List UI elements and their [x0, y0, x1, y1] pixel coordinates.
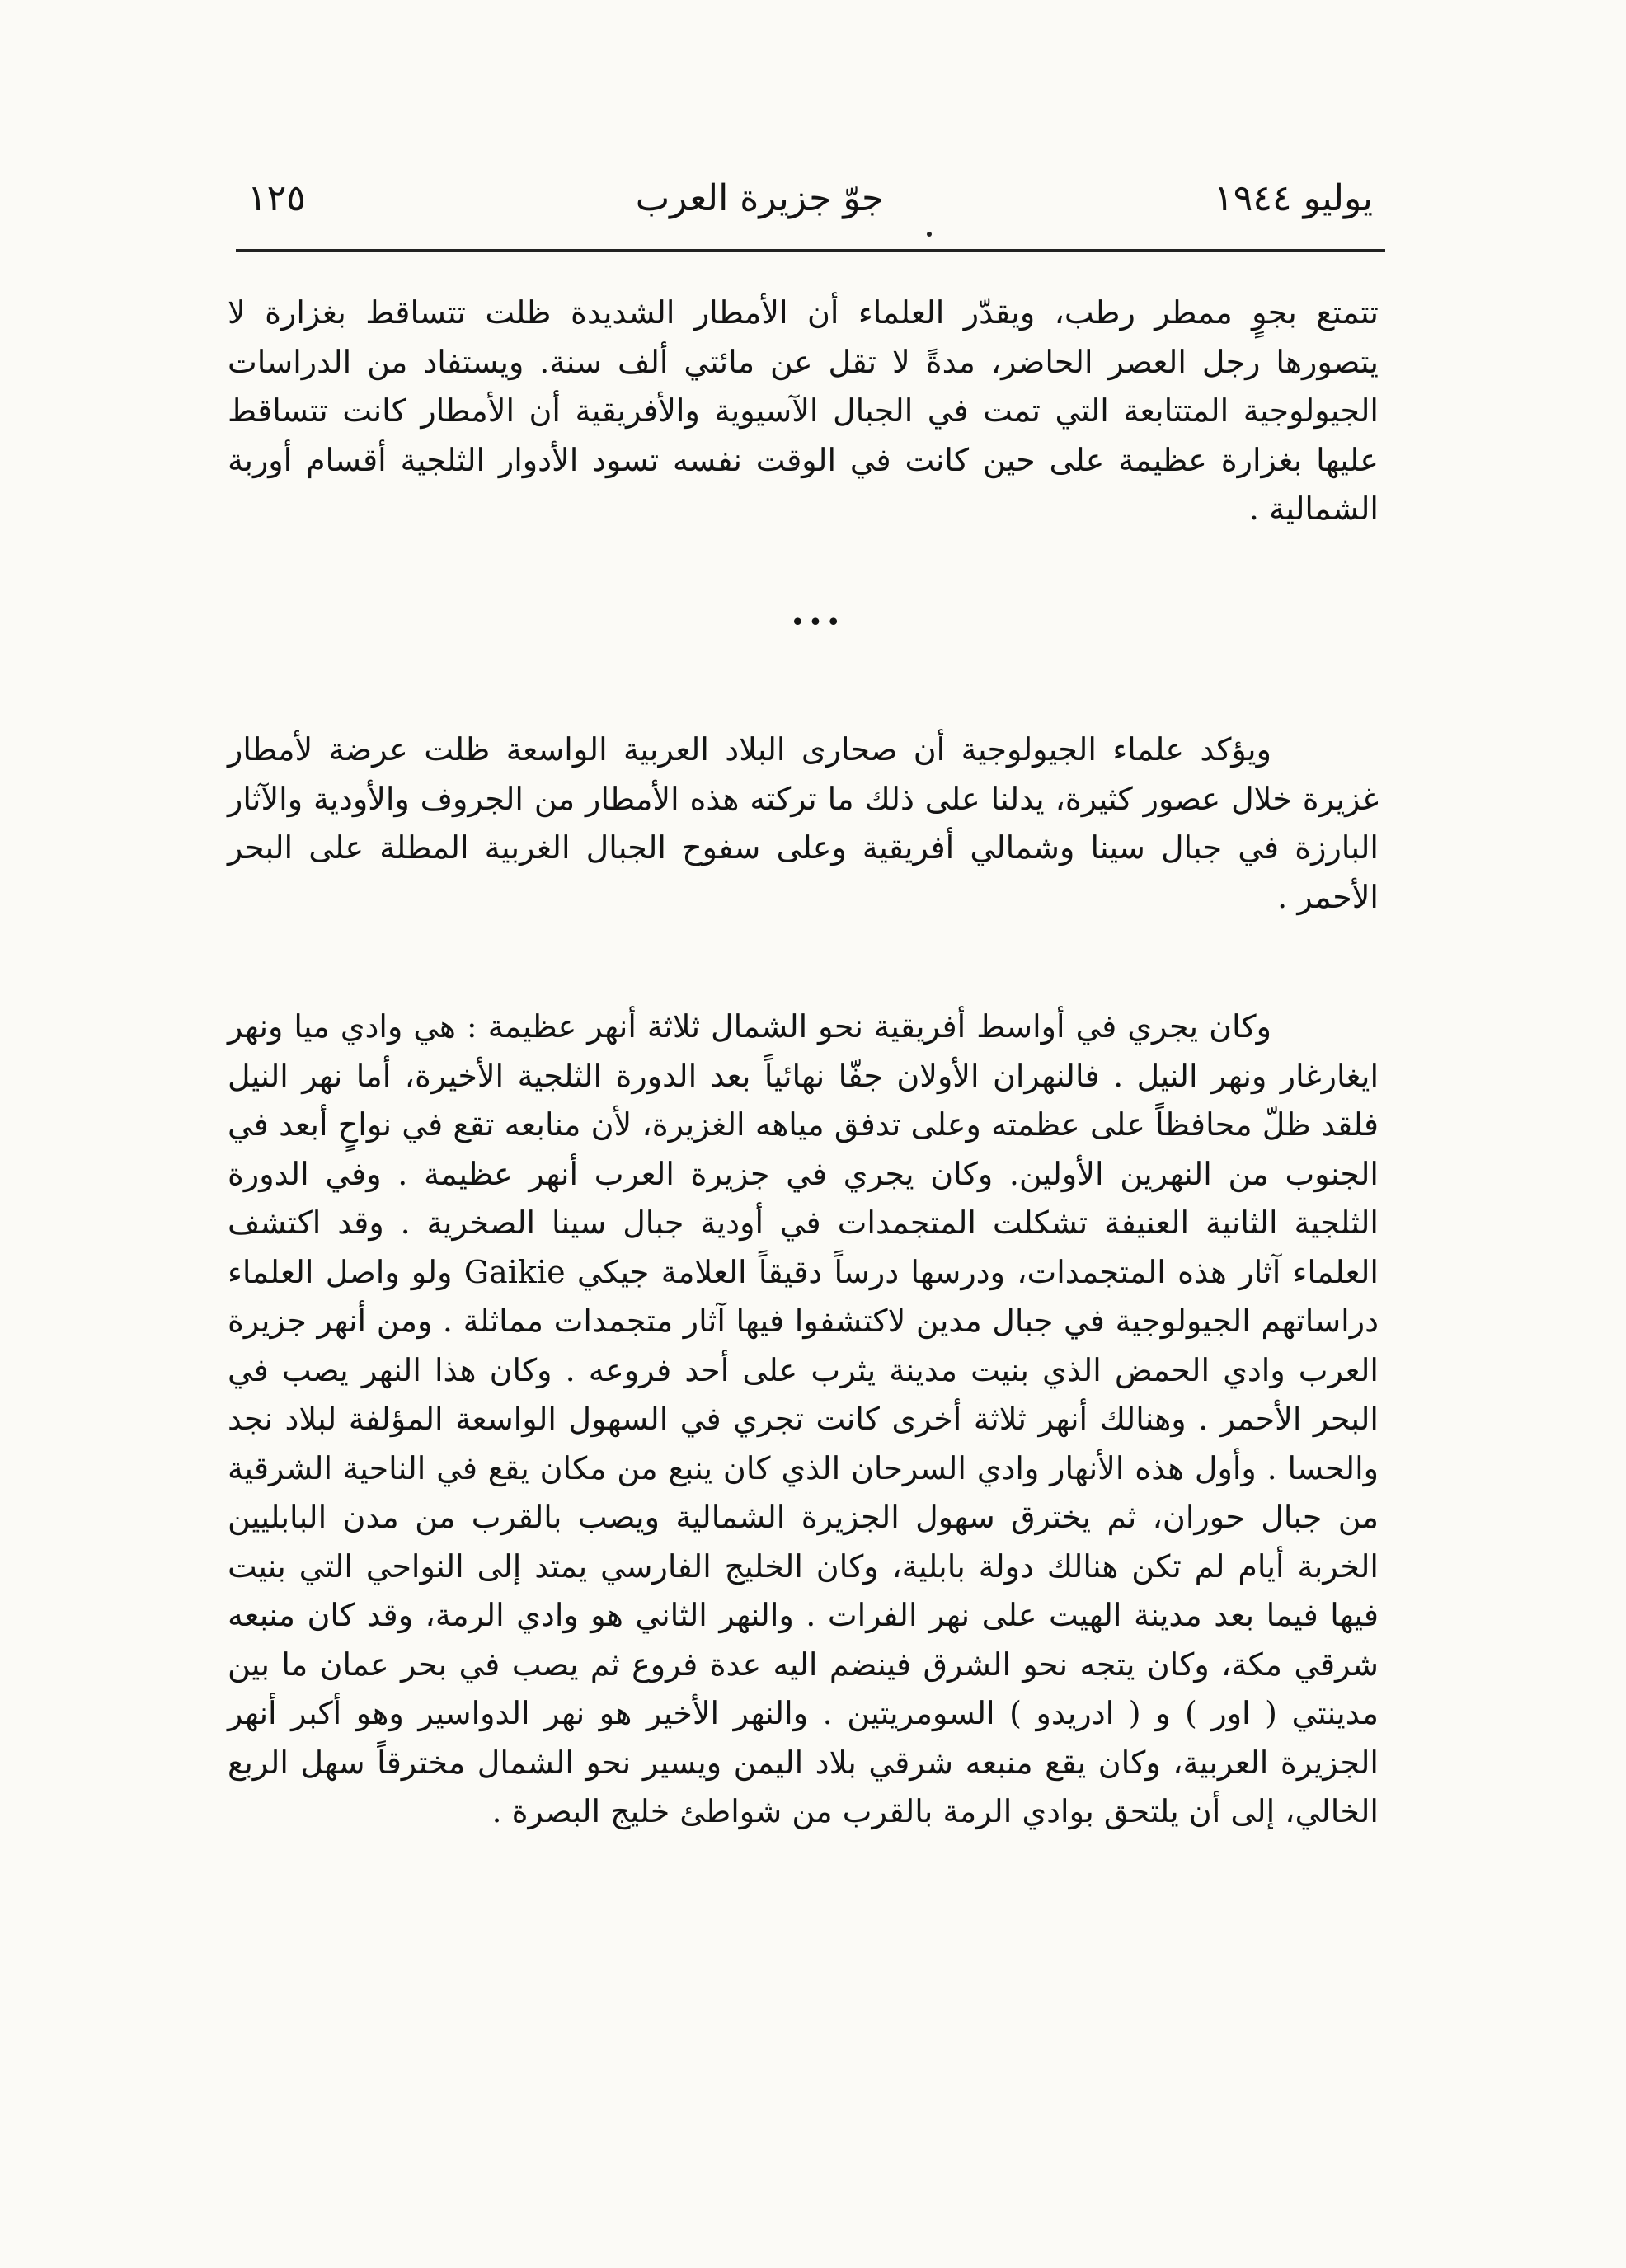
- paragraph-1: تتمتع بجوٍ ممطر رطب، ويقدّر العلماء أن الأمطار الشديدة ظلت تتساقط بغزارة لا يتصورها رجل العصر الحاضر، مدةً لا تقل عن مائتي ألف سنة. ويستفاد من الدراسات الجيولوجية المتتابعة التي تمت في الجبال الآسيوية والأفريقية أن الأمطار كانت تتساقط عليها بغزارة عظيمة على حين كانت في الوقت نفسه تسود الأدوار الثلجية أقسام أوربة الشمالية .: [228, 294, 1379, 527]
- header-title: جوّ جزيرة العرب: [635, 176, 885, 219]
- paragraph-3: وكان يجري في أواسط أفريقية نحو الشمال ثلاثة أنهر عظيمة : هي وادي ميا ونهر ايغارغار ونهر النيل . فالنهران الأولان جفّا نهائياً بعد الدورة الثلجية الأخيرة، أما نهر النيل فلقد ظلّ محافظاً على عظمته وعلى تدفق مياهه الغزيرة، لأن منابعه تقع في نواحٍ أبعد في الجنوب من النهرين الأولين. وكان يجري في جزيرة العرب أنهر عظيمة . وفي الدورة الثلجية الثانية العنيفة تشكلت المتجمدات في أودية جبال سينا الصخرية . وقد اكتشف العلماء آثار هذه المتجمدات، ودرسها درساً دقيقاً العلامة جيكي Gaikie ولو واصل العلماء دراساتهم الجيولوجية في جبال مدين لاكتشفوا فيها آثار متجمدات مماثلة . ومن أنهر جزيرة العرب وادي الحمض الذي بنيت مدينة يثرب على أحد فروعه . وكان هذا النهر يصب في البحر الأحمر . وهنالك أنهر ثلاثة أخرى كانت تجري في السهول الواسعة المؤلفة لبلاد نجد والحسا . وأول هذه الأنهار وادي السرحان الذي كان ينبع من مكان يقع في الناحية الشرقية من جبال حوران، ثم يخترق سهول الجزيرة الشمالية ويصب بالقرب من مدن البابليين الخربة أيام لم تكن هنالك دولة بابلية، وكان الخليج الفارسي يمتد إلى النواحي التي بنيت فيها فيما بعد مدينة الهيت على نهر الفرات . والنهر الثاني هو وادي الرمة، وقد كان منبعه شرقي مكة، وكان يتجه نحو الشرق فينضم اليه عدة فروع ثم يصب في بحر عمان ما بين مدينتي ( اور ) و ( ادريدو ) السومريتين . والنهر الأخير هو نهر الدواسير وهو أكبر أنهر الجزيرة العربية، وكان يقع منبعه شرقي بلاد اليمن ويسير نحو الشمال مخترقاً سهل الربع الخالي، إلى أن يلتحق بوادي الرمة بالقرب من شواطئ خليج البصرة .: [228, 1008, 1379, 1829]
- running-header: [247, 169, 1373, 227]
- rule-dot: [927, 232, 932, 237]
- page-number: ١٢٥: [247, 176, 306, 219]
- header-rule: [236, 249, 1385, 252]
- header-date: يوليو ١٩٤٤: [1214, 176, 1373, 219]
- paragraph-2: ويؤكد علماء الجيولوجية أن صحارى البلاد العربية الواسعة ظلت عرضة لأمطار غزيرة خلال عصور كثيرة، يدلنا على ذلك ما تركته هذه الأمطار من الجروف والأودية والآثار البارزة في جبال سينا وشمالي أفريقية وعلى سفوح الجبال الغربية المطلة على البحر الأحمر .: [228, 731, 1379, 915]
- section-separator: •••: [790, 608, 844, 637]
